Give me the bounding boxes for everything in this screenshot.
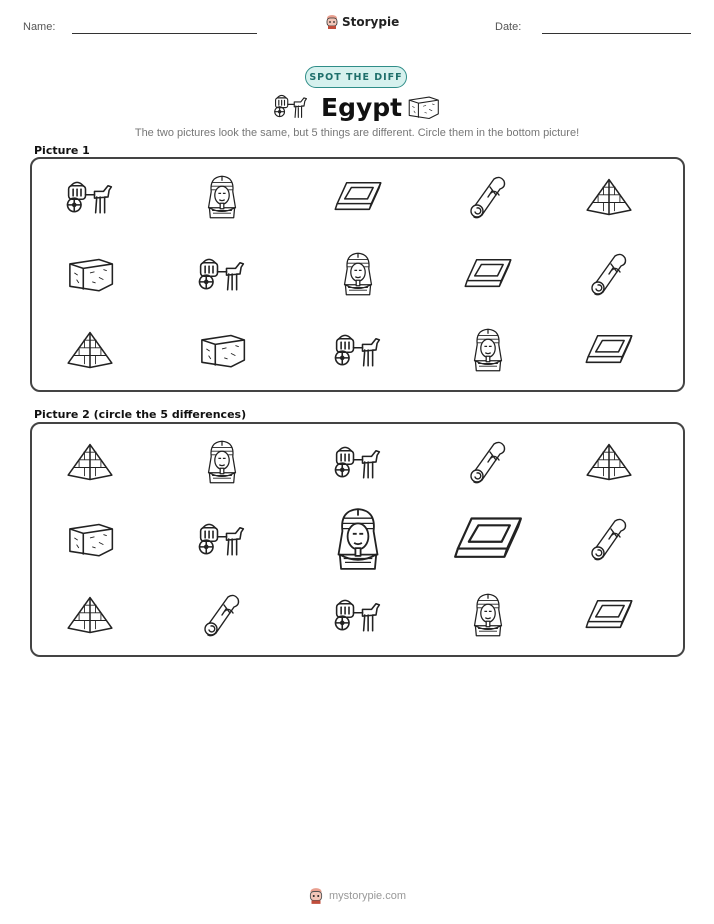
- picture-2-item-1-2[interactable]: [182, 424, 262, 500]
- name-label: Name:: [23, 21, 56, 33]
- pyramid-icon: [66, 595, 114, 635]
- picture-2-item-3-3[interactable]: [318, 577, 398, 653]
- chariot-icon: [197, 256, 247, 292]
- chariot-icon: [333, 332, 383, 368]
- date-label: Date:: [495, 21, 522, 33]
- pharaoh-icon: [340, 250, 376, 298]
- picture-2-item-2-2[interactable]: [182, 501, 262, 577]
- pyramid-icon: [66, 442, 114, 482]
- pharaoh-icon: [470, 591, 506, 639]
- storypie-mascot-icon: [325, 14, 339, 30]
- scroll-icon: [589, 515, 629, 563]
- title-chariot-icon: [273, 93, 309, 124]
- pharaoh-icon: [204, 173, 240, 221]
- picture-1-label: Picture 1: [34, 144, 90, 157]
- chariot-icon: [333, 444, 383, 480]
- scroll-icon: [589, 250, 629, 298]
- pharaoh-icon: [470, 326, 506, 374]
- gold-bar-icon: [463, 256, 513, 292]
- picture-1-item-1-3: [318, 159, 398, 235]
- spot-the-diff-badge: SPOT THE DIFF: [305, 66, 407, 88]
- picture-2-item-1-3[interactable]: [318, 424, 398, 500]
- picture-2-item-2-4[interactable]: [448, 501, 528, 577]
- picture-1-item-2-3: [318, 236, 398, 312]
- picture-1-item-1-5: [569, 159, 649, 235]
- picture-2-item-3-5[interactable]: [569, 577, 649, 653]
- stone-block-icon: [197, 331, 247, 369]
- picture-2-item-3-2[interactable]: [182, 577, 262, 653]
- pyramid-icon: [66, 330, 114, 370]
- brand-name: Storypie: [342, 15, 400, 29]
- pyramid-icon: [585, 442, 633, 482]
- scroll-icon: [202, 591, 242, 639]
- picture-2-item-2-3[interactable]: [318, 501, 398, 577]
- chariot-icon: [333, 597, 383, 633]
- footer-url[interactable]: mystorypie.com: [328, 890, 407, 902]
- picture-2-item-3-1[interactable]: [50, 577, 130, 653]
- scroll-icon: [468, 438, 508, 486]
- picture-2-item-2-1[interactable]: [50, 501, 130, 577]
- gold-bar-icon: [452, 513, 524, 565]
- pharaoh-icon: [332, 505, 384, 573]
- gold-bar-icon: [584, 332, 634, 368]
- name-line[interactable]: [72, 33, 257, 34]
- stone-block-icon: [65, 255, 115, 293]
- title-stone-block-icon: [406, 94, 440, 125]
- picture-1-item-3-3: [318, 312, 398, 388]
- picture-1-item-3-1: [50, 312, 130, 388]
- picture-2-item-2-5[interactable]: [569, 501, 649, 577]
- chariot-icon: [197, 521, 247, 557]
- picture-1-item-3-4: [448, 312, 528, 388]
- stone-block-icon: [65, 520, 115, 558]
- brand-logo: [325, 14, 399, 30]
- page-title: Egypt: [321, 93, 403, 122]
- picture-1-item-2-5: [569, 236, 649, 312]
- footer: [0, 887, 714, 905]
- picture-1-item-1-2: [182, 159, 262, 235]
- date-line[interactable]: [542, 33, 691, 34]
- picture-2-item-1-5[interactable]: [569, 424, 649, 500]
- pyramid-icon: [585, 177, 633, 217]
- picture-1-item-3-2: [182, 312, 262, 388]
- stone-block-icon: [406, 94, 440, 120]
- storypie-mascot-icon: [308, 887, 324, 905]
- scroll-icon: [468, 173, 508, 221]
- picture-2-label: Picture 2 (circle the 5 differences): [34, 408, 247, 421]
- picture-2-item-3-4[interactable]: [448, 577, 528, 653]
- gold-bar-icon: [584, 597, 634, 633]
- picture-1-item-3-5: [569, 312, 649, 388]
- chariot-icon: [65, 179, 115, 215]
- picture-1-item-2-1: [50, 236, 130, 312]
- gold-bar-icon: [333, 179, 383, 215]
- instructions: The two pictures look the same, but 5 things are different. Circle them in the bottom picture!: [134, 127, 580, 139]
- picture-1-item-1-4: [448, 159, 528, 235]
- picture-2-item-1-4[interactable]: [448, 424, 528, 500]
- picture-1-item-2-2: [182, 236, 262, 312]
- picture-1-item-2-4: [448, 236, 528, 312]
- picture-2-item-1-1[interactable]: [50, 424, 130, 500]
- chariot-icon: [273, 93, 309, 119]
- picture-1-item-1-1: [50, 159, 130, 235]
- pharaoh-icon: [204, 438, 240, 486]
